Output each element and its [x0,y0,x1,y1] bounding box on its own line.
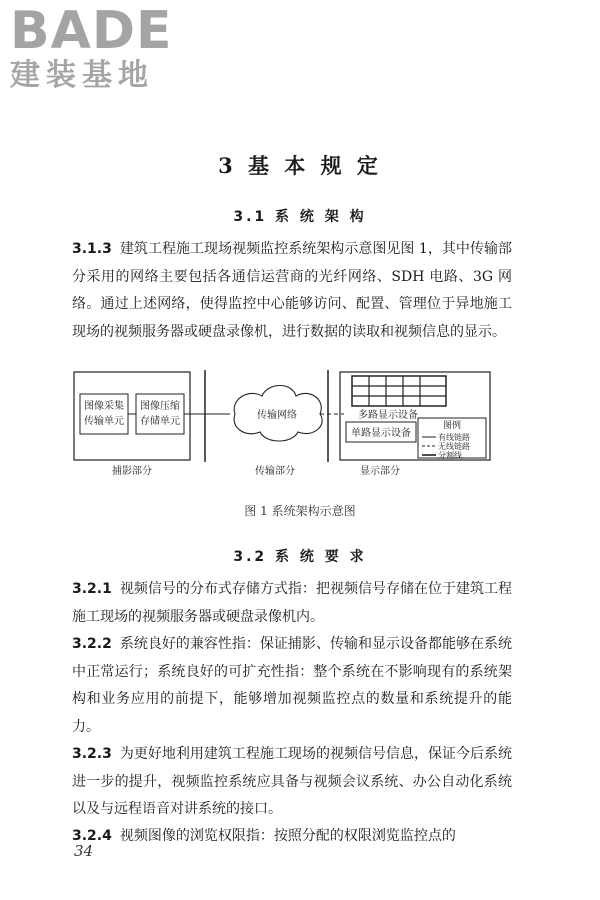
paragraph-3-2-1 [72,576,512,631]
capture-unit-box [80,394,128,434]
capture-section-label: 捕影部分 [112,466,152,477]
paragraph-3-2-3 [72,741,512,824]
chapter-title: 3 基 本 规 定 [218,153,382,178]
legend-divider-label: 分割线 [438,451,462,460]
cloud-label: 传输网络 [257,410,297,421]
clause-number: 3.2.3 [72,746,112,762]
figure-caption: 图 1 系统架构示意图 [244,504,356,518]
section-heading-3-2: 3.2 系 统 要 求 [233,549,367,565]
capture-unit-line1: 图像采集 [84,401,124,412]
transmit-section-label: 传输部分 [255,466,295,477]
section-heading-3-1: 3.1 系 统 架 构 [233,209,367,225]
paragraph-3-2-2 [72,631,512,741]
single-display-label: 单路显示设备 [351,428,411,439]
legend-wireless-label: 无线链路 [438,442,470,451]
clause-text: 建筑工程施工现场视频监控系统架构示意图见图 1，其中传输部分采用的网络主要包括各通信运营商的光纤网络、SDH 电路、3G 网络。通过上述网络，使得监控中心能够访问、配置、管理位于异地施工现场的视频服务器或硬盘录像机，进行数据的读取和视频信息的显示。 [72,241,512,340]
capture-unit-line2: 传输单元 [84,416,124,427]
multi-display-label: 多路显示设备 [358,410,418,421]
display-section-label: 显示部分 [360,466,400,477]
clause-number: 3.2.4 [72,828,112,844]
clause-number: 3.2.2 [72,636,112,652]
legend-title: 图例 [442,421,462,431]
clause-text: 视频信号的分布式存储方式指：把视频信号存储在位于建筑工程施工现场的视频服务器或硬盘录像机内。 [72,581,512,625]
system-architecture-diagram [70,370,510,480]
compression-unit-box [136,394,184,434]
clause-number: 3.1.3 [72,241,112,257]
page-number: 34 [74,842,94,860]
paragraph-3-2-4 [72,823,512,851]
clause-text: 视频图像的浏览权限指：按照分配的权限浏览监控点的 [119,828,456,844]
legend-wired-label: 有线链路 [438,433,470,442]
bade-logo [10,1,173,94]
logo-wordmark: BADE [10,1,173,61]
multi-display-grid [352,376,446,406]
clause-number: 3.2.1 [72,581,112,597]
logo-subtitle: 建装基地 [10,58,154,93]
compression-unit-line1: 图像压缩 [140,401,180,412]
paragraph-3-1-3 [72,236,512,346]
compression-unit-line2: 存储单元 [140,416,180,427]
multi-display-screen [352,376,446,406]
clause-text: 为更好地利用建筑工程施工现场的视频信号信息，保证今后系统进一步的提升，视频监控系统应具备与视频会议系统、办公自动化系统以及与远程语音对讲系统的接口。 [72,746,512,817]
clause-text: 系统良好的兼容性指：保证捕影、传输和显示设备都能够在系统中正常运行；系统良好的可扩充性指：整个系统在不影响现有的系统架构和业务应用的前提下，能够增加视频监控点的数量和系统提升的能力。 [72,636,512,735]
